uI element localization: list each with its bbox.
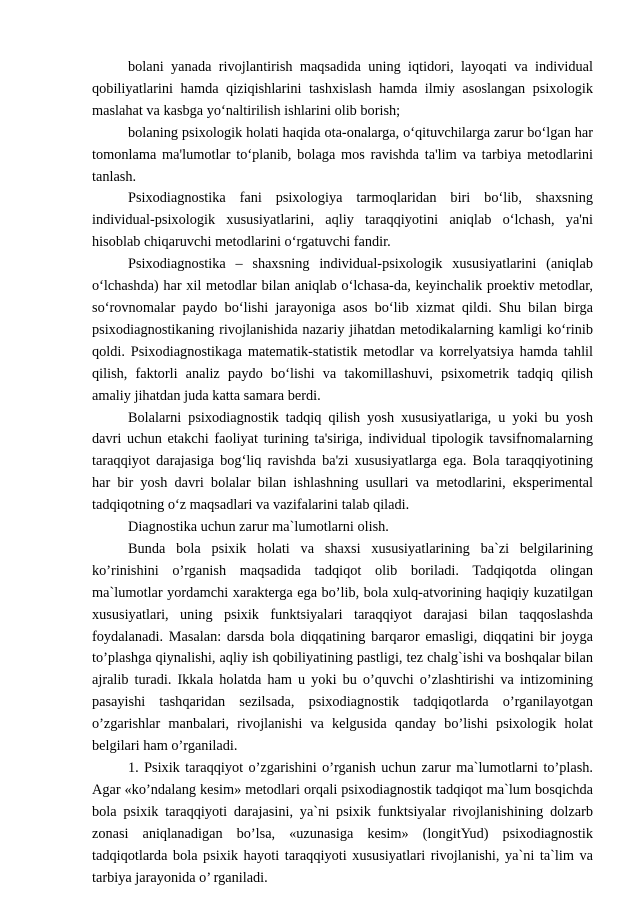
paragraph: 1. Psixik taraqqiyot o’zgarishini o’rganish uchun zarur ma`lumotlarni to’plash. Agar «ko’ndalang kesim» metodlari orqali psixodiagnostik tadqiqot ma`lum bosqichda bola psixik taraqqiyoti darajasini, ya`ni psixik funktsiyalar rivojlanishining dolzarb zonasi aniqlanadigan bo’lsa, «uzunasiga kesim» (longitYud) psixodiagnostik tadqiqotlarda bola psixik hayoti taraqqiyoti xususiyatlari rivojlanishi, ya`ni ta`lim va tarbiya jarayonida o’ rganiladi. (92, 760, 593, 886)
paragraph: Psixodiagnostika fani psixologiya tarmoqlaridan biri bo‘lib, shaxsning individual-psixologik xususiyatlarini, aqliy taraqqiyotini aniqlab o‘lchash, ya'ni hisoblab chiqaruvchi metodlarini o‘rgatuvchi fandir. (92, 190, 593, 251)
paragraph: bolani yanada rivojlantirish maqsadida uning iqtidori, layoqati va individual qobiliyatlarini hamda qiziqishlarini tashxislash hamda ilmiy asoslangan psixologik maslahat va kasbga yo‘naltirilish ishlarini olib borish; (92, 59, 593, 119)
paragraph: Psixodiagnostika – shaxsning individual-psixologik xususiyatlarini (aniqlab o‘lchashda) har xil metodlar bilan aniqlab o‘lchasa-da, keyinchalik proektiv metodlar, so‘rovnomalar paydo bo‘lishi jarayoniga asos bo‘lib xizmat qildi. Shu bilan birga psixodiagnostikaning rivojlanishida nazariy jihatdan metodikalarning kamligi ko‘rinib qoldi. Psixodiagnostikaga matematik-statistik metodlar va korrelyatsiya hamda tahlil qilish, faktorli analiz paydo bo‘lishi va takomillashuvi, psixometrik tadqiq qilish amaliy jihatdan juda katta samara berdi. (92, 256, 593, 404)
paragraph: Bunda bola psixik holati va shaxsi xususiyatlarining ba`zi belgilarining ko’rinishini o’rganish maqsadida tadqiqot olib boriladi. Tadqiqotda olingan ma`lumotlar yordamchi xarakterga ega bo’lib, bola xulq-atvorining haqiqiy kuzatilgan xususiyatlari, uning psixik funktsiyalari taraqqiyot darajasi bilan taqqoslashda foydalanadi. Masalan: darsda bola diqqatining barqaror emasligi, diqqatini bir joyga to’plashga qiynalishi, aqliy ish qobiliyatining pastligi, tez chalg`ishi va boshqalar bilan ajralib turadi. Ikkala holatda ham u yoki bu o’quvchi o’zlashtirishi va intizomining pasayishi tashqaridan sezilsada, psixodiagnostik tadqiqotlarda o’rganilayotgan o’zgarishlar manbalari, rivojlanishi va kelgusida qanday bo’lishi psixologik holat belgilari ham o’rganiladi. (92, 540, 593, 755)
paragraph: Diagnostika uchun zarur ma`lumotlarni olish. (128, 519, 389, 536)
paragraph: Bolalarni psixodiagnostik tadqiq qilish yosh xususiyatlariga, u yoki bu yosh davri uchun etakchi faoliyat turining ta'siriga, individual tipologik tavsifnomalarning taraqqiyot darajasiga bog‘liq ravishda ba'zi xususiyatlarga ega. Bola taraqqiyotining har bir yosh davri bolalar bilan ishlashning usullari va metodlarini, eksperimental tadqiqotning o‘z maqsadlari va vazifalarini talab qiladi. (92, 409, 593, 514)
paragraph: bolaning psixologik holati haqida ota-onalarga, o‘qituvchilarga zarur bo‘lgan har tomonlama ma'lumotlar to‘planib, bolaga mos ravishda ta'lim va tarbiya metodlarini tanlash. (92, 124, 593, 185)
document-page (92, 57, 593, 889)
